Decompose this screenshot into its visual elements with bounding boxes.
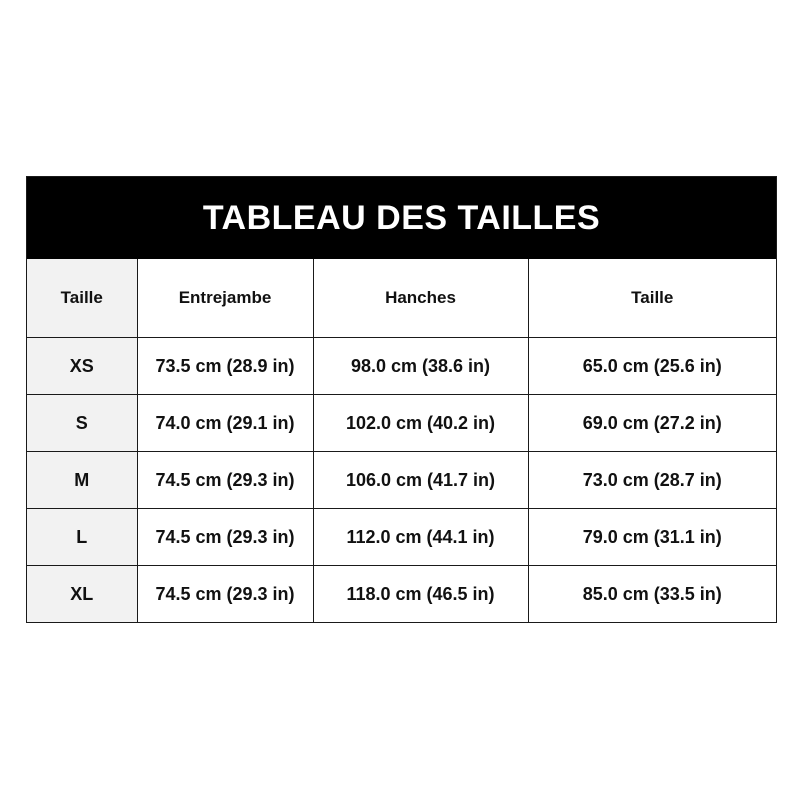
header-waist: Taille — [528, 259, 776, 338]
hips-cell: 98.0 cm (38.6 in) — [313, 338, 528, 395]
header-row — [27, 259, 776, 338]
waist-cell: 79.0 cm (31.1 in) — [528, 509, 776, 566]
inseam-cell: 74.5 cm (29.3 in) — [137, 509, 313, 566]
waist-cell: 73.0 cm (28.7 in) — [528, 452, 776, 509]
size-chart — [26, 176, 777, 623]
chart-title: TABLEAU DES TAILLES — [202, 198, 601, 237]
header-size: Taille — [27, 259, 137, 338]
table-row — [27, 338, 776, 395]
waist-cell: 85.0 cm (33.5 in) — [528, 566, 776, 623]
size-cell: S — [27, 395, 137, 452]
size-cell: XL — [27, 566, 137, 623]
inseam-cell: 74.0 cm (29.1 in) — [137, 395, 313, 452]
table-row — [27, 395, 776, 452]
waist-cell: 65.0 cm (25.6 in) — [528, 338, 776, 395]
inseam-cell: 73.5 cm (28.9 in) — [137, 338, 313, 395]
hips-cell: 102.0 cm (40.2 in) — [313, 395, 528, 452]
title-bar — [27, 177, 776, 259]
size-table — [27, 259, 776, 622]
hips-cell: 112.0 cm (44.1 in) — [313, 509, 528, 566]
header-hips: Hanches — [313, 259, 528, 338]
inseam-cell: 74.5 cm (29.3 in) — [137, 452, 313, 509]
size-cell: L — [27, 509, 137, 566]
table-row — [27, 452, 776, 509]
hips-cell: 106.0 cm (41.7 in) — [313, 452, 528, 509]
table-row — [27, 509, 776, 566]
header-inseam: Entrejambe — [137, 259, 313, 338]
size-cell: M — [27, 452, 137, 509]
size-cell: XS — [27, 338, 137, 395]
inseam-cell: 74.5 cm (29.3 in) — [137, 566, 313, 623]
waist-cell: 69.0 cm (27.2 in) — [528, 395, 776, 452]
hips-cell: 118.0 cm (46.5 in) — [313, 566, 528, 623]
table-row — [27, 566, 776, 623]
